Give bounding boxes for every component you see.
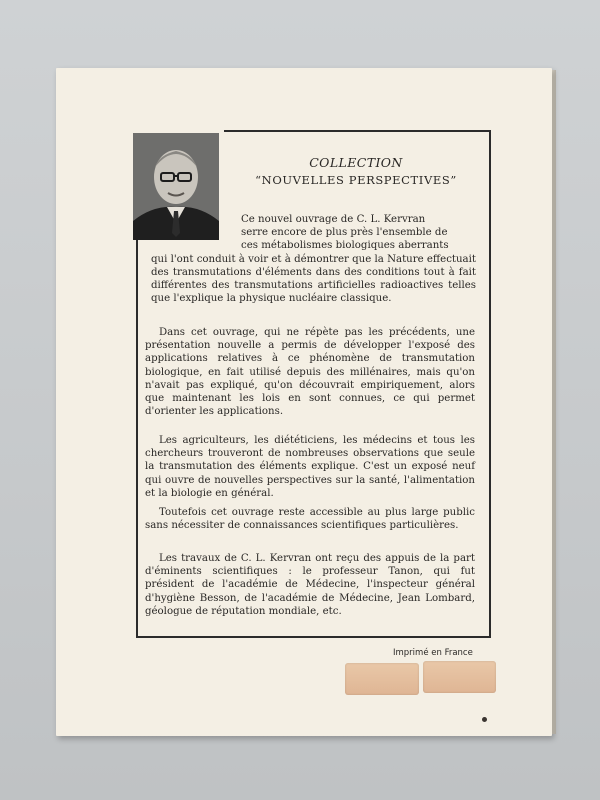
paragraph-2-text: Dans cet ouvrage, qui ne répète pas les précédents, une présentation nouvelle a permis de développer l'exposé des applications relatives à ce phénomène de transmutation biologique, en fait utilisé depuis des millénaires, mais qu'on n'avait pas expliqué, qu'on découvrait empiriquement, alors que maintenant les lois en sont connues, ce qui permet d'orienter les applications. (145, 327, 475, 418)
price-sticker-left (345, 663, 419, 695)
paragraph-2 (145, 326, 475, 418)
series-title (226, 155, 486, 187)
ink-dot (482, 717, 487, 722)
paragraph-4 (145, 506, 475, 532)
price-sticker-right (423, 661, 496, 693)
paragraph-3-text: Les agriculteurs, les diététiciens, les médecins et tous les chercheurs trouveront de nombreuses observations que seule la transmutation des éléments explique. C'est un exposé neuf qui ouvre de nouvelles perspectives sur la santé, l'alimentation et la biologie en général. (145, 435, 475, 499)
intro-line-2: serre encore de plus près l'ensemble de (241, 227, 448, 239)
series-name: “NOUVELLES PERSPECTIVES” (255, 173, 457, 187)
intro-line-1: Ce nouvel ouvrage de C. L. Kervran (241, 214, 426, 225)
paragraph-5 (145, 552, 475, 618)
paragraph-4-text: Toutefois cet ouvrage reste accessible au plus large public sans nécessiter de connaissances scientifiques particulières. (145, 507, 475, 532)
frame-left-rule (136, 240, 138, 638)
series-label: COLLECTION (309, 155, 403, 170)
paragraph-5-text: Les travaux de C. L. Kervran ont reçu des appuis de la part d'éminents scientifiques : le professeur Tanon, qui fut président de l'académie de Médecine, l'inspecteur général d'hygiène Besson, de l'académie de Médecine, Jean Lombard, géologue de réputation mondiale, etc. (145, 553, 475, 617)
paragraph-3 (145, 434, 475, 500)
paragraph-intro (151, 213, 476, 305)
intro-rest: qui l'ont conduit à voir et à démontrer que la Nature effectuait des transmutations d'éléments dans des conditions tout à fait différentes des transmutations artificielles radioactives telles que l'explique la physique nucléaire classique. (151, 253, 476, 305)
page-edge (552, 70, 556, 734)
intro-line-3: ces métabolismes biologiques aberrants (241, 240, 449, 252)
printed-in-france: Imprimé en France (393, 648, 473, 658)
